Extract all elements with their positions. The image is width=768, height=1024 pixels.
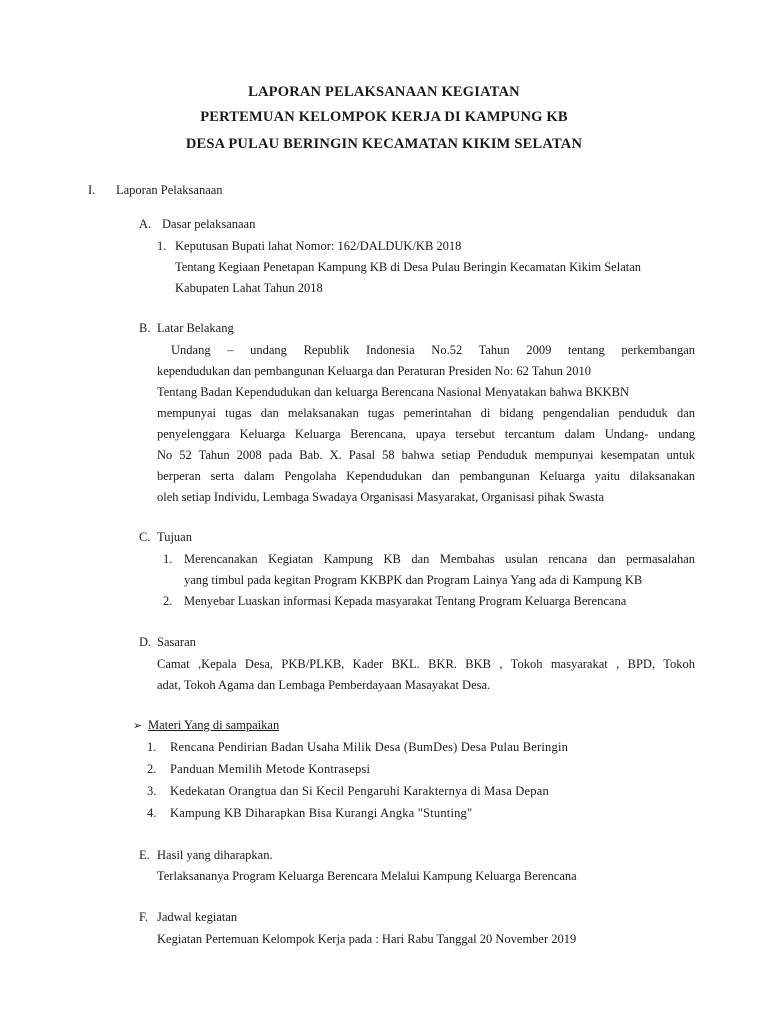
paragraph-line: Camat ,Kepala Desa, PKB/PLKB, Kader BKL. BKR. BKB , Tokoh masyarakat , BPD, Tokoh <box>157 657 695 671</box>
materi-heading: Materi Yang di sampaikan <box>148 718 280 732</box>
subsection-f-heading: Jadwal kegiatan <box>157 910 238 924</box>
list-item-text: Panduan Memilih Metode Kontrasepsi <box>170 762 371 776</box>
subsection-f-label: F. <box>139 910 149 924</box>
list-number: 2. <box>147 762 157 776</box>
subsection-d-label: D. <box>139 635 152 649</box>
arrow-bullet-icon: ➢ <box>133 719 143 732</box>
list-number: 4. <box>147 806 157 820</box>
list-item-text: Kedekatan Orangtua dan Si Kecil Pengaruhi Karakternya di Masa Depan <box>170 784 549 798</box>
list-item-text: Keputusan Bupati lahat Nomor: 162/DALDUK/KB 2018 <box>175 239 462 253</box>
subsection-c-label: C. <box>139 530 151 544</box>
list-number: 1. <box>163 552 173 566</box>
list-item-text: yang timbul pada kegitan Program KKBPK dan Program Lainya Yang ada di Kampung KB <box>184 573 643 587</box>
subsection-a-heading: Dasar pelaksanaan <box>162 217 256 231</box>
paragraph-line: Tentang Badan Kependudukan dan keluarga Berencana Nasional Menyatakan bahwa BKKBN <box>157 385 629 399</box>
list-item-text: Merencanakan Kegiatan Kampung KB dan Membahas usulan rencana dan permasalahan <box>184 552 695 566</box>
paragraph-line: Terlaksananya Program Keluarga Berencara Melalui Kampung Keluarga Berencana <box>157 869 577 883</box>
list-item-text: Menyebar Luaskan informasi Kepada masyarakat Tentang Program Keluarga Berencana <box>184 594 627 608</box>
paragraph-line: No 52 Tahun 2008 pada Bab. X. Pasal 58 bahwa setiap Penduduk mempunyai kesempatan untuk <box>157 448 695 462</box>
list-item-text: Kampung KB Diharapkan Bisa Kurangi Angka "Stunting" <box>170 806 473 820</box>
paragraph-line: adat, Tokoh Agama dan Lembaga Pemberdayaan Masayakat Desa. <box>157 678 491 692</box>
list-number: 1. <box>147 740 157 754</box>
paragraph-line: kependudukan dan pembangunan Keluarga dan Peraturan Presiden No: 62 Tahun 2010 <box>157 364 591 378</box>
paragraph-line: Kabupaten Lahat Tahun 2018 <box>175 281 323 295</box>
paragraph-line: mempunyai tugas dan melaksanakan tugas pemerintahan di bidang pengendalian penduduk dan <box>157 406 695 420</box>
list-item-text: Rencana Pendirian Badan Usaha Milik Desa (BumDes) Desa Pulau Beringin <box>170 740 569 754</box>
subsection-b-heading: Latar Belakang <box>157 321 234 335</box>
subsection-e-label: E. <box>139 848 150 862</box>
title-line-1: LAPORAN PELAKSANAAN KEGIATAN <box>248 84 520 100</box>
subsection-e-heading: Hasil yang diharapkan. <box>157 848 273 862</box>
subsection-d-heading: Sasaran <box>157 635 196 649</box>
list-number: 1. <box>157 239 167 253</box>
list-number: 3. <box>147 784 157 798</box>
list-number: 2. <box>163 594 173 608</box>
section-number: I. <box>88 183 96 197</box>
paragraph-line: berperan serta dalam Pengolaha Kependudukan dan pembangunan Keluarga yaitu dilaksanakan <box>157 469 695 483</box>
title-line-2: PERTEMUAN KELOMPOK KERJA DI KAMPUNG KB <box>200 109 568 125</box>
title-line-3: DESA PULAU BERINGIN KECAMATAN KIKIM SELATAN <box>185 136 583 152</box>
subsection-b-label: B. <box>139 321 151 335</box>
section-heading: Laporan Pelaksanaan <box>116 183 223 197</box>
paragraph-line: Tentang Kegiaan Penetapan Kampung KB di Desa Pulau Beringin Kecamatan Kikim Selatan <box>175 260 642 274</box>
subsection-c-heading: Tujuan <box>157 530 192 544</box>
paragraph-line: Kegiatan Pertemuan Kelompok Kerja pada : Hari Rabu Tanggal 20 November 2019 <box>157 932 577 946</box>
paragraph-line: penyelenggara Keluarga Keluarga Berencana, upaya tersebut tercantum dalam Undang- undang <box>157 427 695 441</box>
paragraph-line: oleh setiap Individu, Lembaga Swadaya Organisasi Masyarakat, Organisasi pihak Swasta <box>157 490 604 504</box>
subsection-a-label: A. <box>139 217 152 231</box>
paragraph-line: Undang – undang Republik Indonesia No.52 Tahun 2009 tentang perkembangan <box>171 343 695 357</box>
